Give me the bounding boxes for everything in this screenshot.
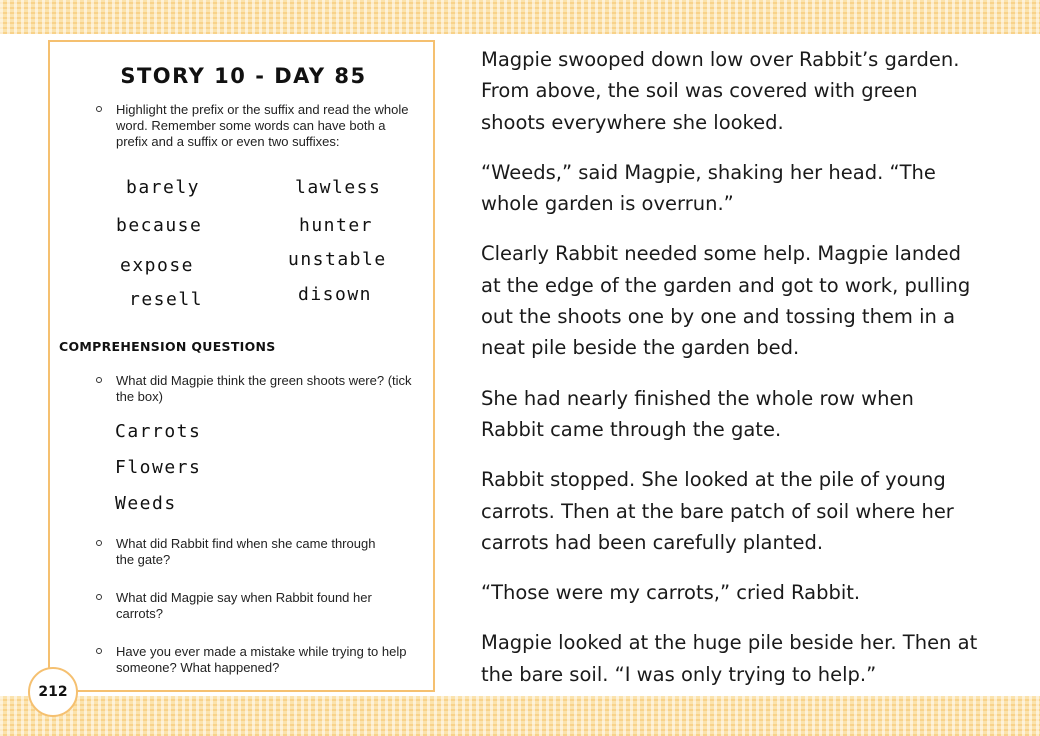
story-paragraph: She had nearly finished the whole row when Rabbit came through the gate. — [481, 386, 914, 441]
question-2 — [116, 536, 376, 568]
activity-panel — [48, 40, 435, 692]
word-disown: disown — [298, 284, 373, 305]
top-decorative-band — [0, 0, 1040, 34]
question-4-text: Have you ever made a mistake while trying to help someone? What happened? — [116, 644, 407, 675]
activity-title: STORY 10 - DAY 85 — [120, 64, 367, 88]
word-unstable: unstable — [288, 249, 387, 270]
question-3-text: What did Magpie say when Rabbit found her carrots? — [116, 590, 372, 621]
story-paragraph: Magpie looked at the huge pile beside her. Then at the bare soil. “I was only trying to help.” — [481, 631, 978, 686]
word-expose: expose — [120, 255, 195, 276]
bullet-icon — [96, 594, 102, 600]
question-2-text: What did Rabbit find when she came through the gate? — [116, 536, 376, 567]
word-lawless: lawless — [295, 177, 382, 198]
question-4 — [116, 644, 416, 676]
story-paragraph: Rabbit stopped. She looked at the pile of young carrots. Then at the bare patch of soil where her carrots had been carefully planted. — [481, 468, 954, 554]
word-hunter: hunter — [299, 215, 374, 236]
story-paragraph: “Those were my carrots,” cried Rabbit. — [481, 581, 861, 605]
instruction-item — [116, 102, 416, 150]
page-number-badge: 212 — [28, 667, 78, 717]
word-barely: barely — [126, 177, 201, 198]
question-1-text: What did Magpie think the green shoots were? (tick the box) — [116, 373, 412, 404]
bullet-icon — [96, 648, 102, 654]
bullet-icon — [96, 106, 102, 112]
story-paragraph: “Weeds,” said Magpie, shaking her head. “The whole garden is overrun.” — [481, 160, 936, 216]
story-paragraph: Magpie swooped down low over Rabbit’s garden. From above, the soil was covered with green shoots everywhere she looked. — [481, 48, 960, 134]
story-text — [481, 44, 981, 709]
option-carrots[interactable]: Carrots — [115, 421, 202, 442]
question-3 — [116, 590, 406, 622]
word-because: because — [116, 215, 203, 236]
comprehension-heading: COMPREHENSION QUESTIONS — [59, 339, 276, 354]
word-resell: resell — [129, 289, 204, 310]
story-paragraph: Clearly Rabbit needed some help. Magpie landed at the edge of the garden and got to work, pulling out the shoots one by one and tossing them in a neat pile beside the garden bed. — [481, 242, 971, 360]
option-flowers[interactable]: Flowers — [115, 457, 202, 478]
bullet-icon — [96, 377, 102, 383]
bullet-icon — [96, 540, 102, 546]
option-weeds[interactable]: Weeds — [115, 493, 177, 514]
question-1 — [116, 373, 426, 405]
instruction-text: Highlight the prefix or the suffix and read the whole word. Remember some words can have both a prefix and a suffix or even two suffixes: — [116, 102, 409, 149]
